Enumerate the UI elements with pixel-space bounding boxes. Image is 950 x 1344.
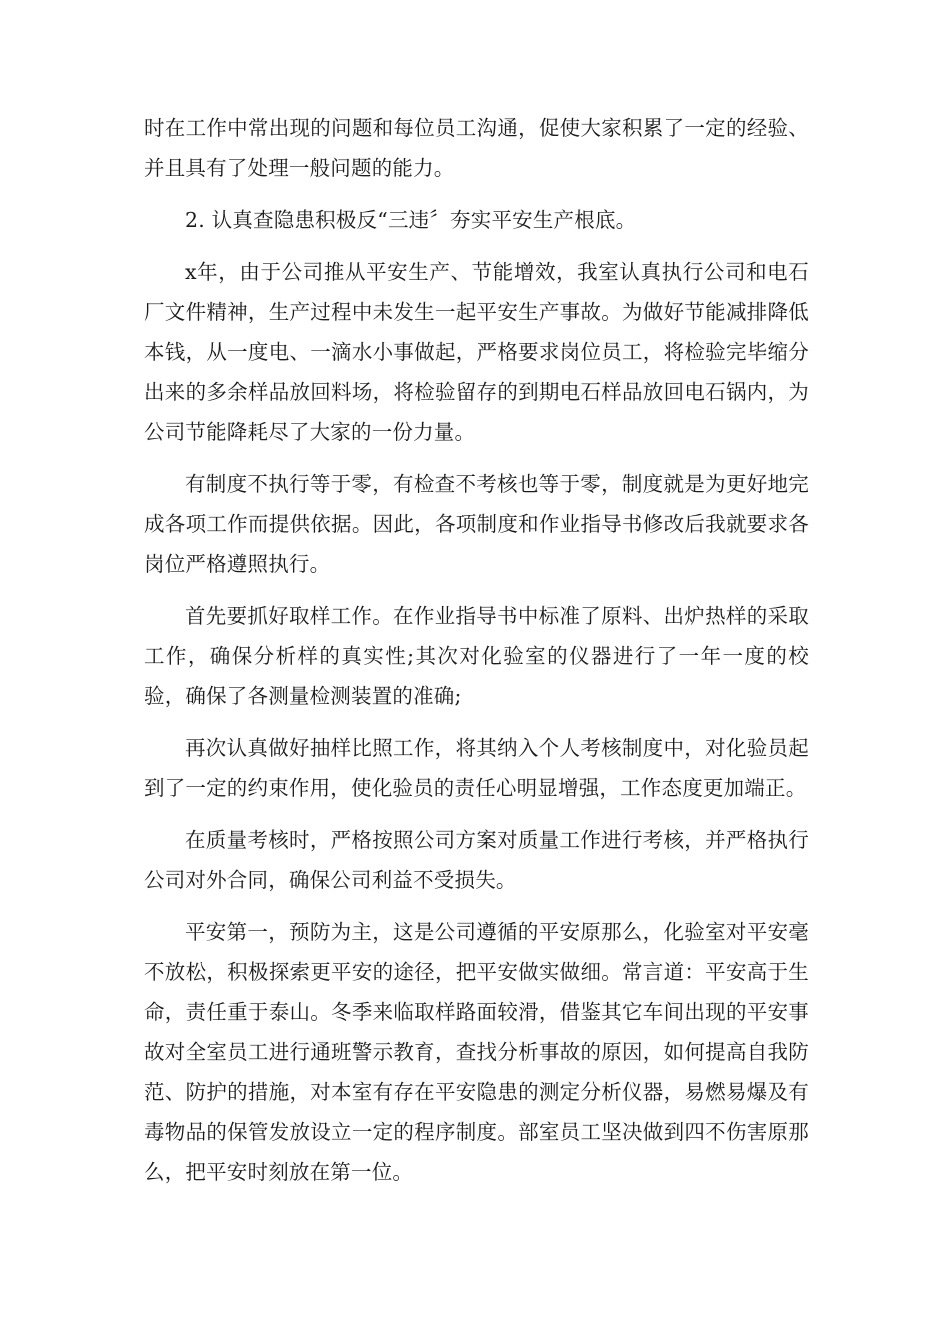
paragraph-spot-check: 再次认真做好抽样比照工作，将其纳入个人考核制度中，对化验员起到了一定的约束作用，使化验员的责任心明显增强，工作态度更加端正。 [144,736,809,800]
paragraph-regulations: 有制度不执行等于零，有检查不考核也等于零，制度就是为更好地完成各项工作而提供依据。因此，各项制度和作业指导书修改后我就要求各岗位严格遵照执行。 [144,472,809,576]
paragraph-quality-assessment: 在质量考核时，严格按照公司方案对质量工作进行考核，并严格执行公司对外合同，确保公司利益不受损失。 [144,828,809,892]
document-body [144,108,809,1204]
paragraph-energy-saving: x年，由于公司推从平安生产、节能增效，我室认真执行公司和电石厂文件精神，生产过程中未发生一起平安生产事故。为做好节能减排降低本钱，从一度电、一滴水小事做起，严格要求岗位员工，将检验完毕缩分出来的多余样品放回料场，将检验留存的到期电石样品放回电石锅内，为公司节能降耗尽了大家的一份力量。 [144,260,809,444]
paragraph-sampling: 首先要抓好取样工作。在作业指导书中标准了原料、出炉热样的采取工作，确保分析样的真实性;其次对化验室的仪器进行了一年一度的校验，确保了各测量检测装置的准确; [144,604,809,708]
paragraph-section-heading: 2. 认真查隐患积极反“三违〞夯实平安生产根底。 [185,208,637,232]
paragraph-safety: 平安第一，预防为主，这是公司遵循的平安原那么，化验室对平安毫不放松，积极探索更平安的途径，把平安做实做细。常言道：平安高于生命，责任重于泰山。冬季来临取样路面较滑，借鉴其它车间出现的平安事故对全室员工进行通班警示教育，查找分析事故的原因，如何提高自我防范、防护的措施，对本室有存在平安隐患的测定分析仪器，易燃易爆及有毒物品的保管发放设立一定的程序制度。部室员工坚决做到四不伤害原那么，把平安时刻放在第一位。 [144,920,809,1184]
paragraph-continued: 时在工作中常出现的问题和每位员工沟通，促使大家积累了一定的经验、并且具有了处理一般问题的能力。 [144,116,809,180]
